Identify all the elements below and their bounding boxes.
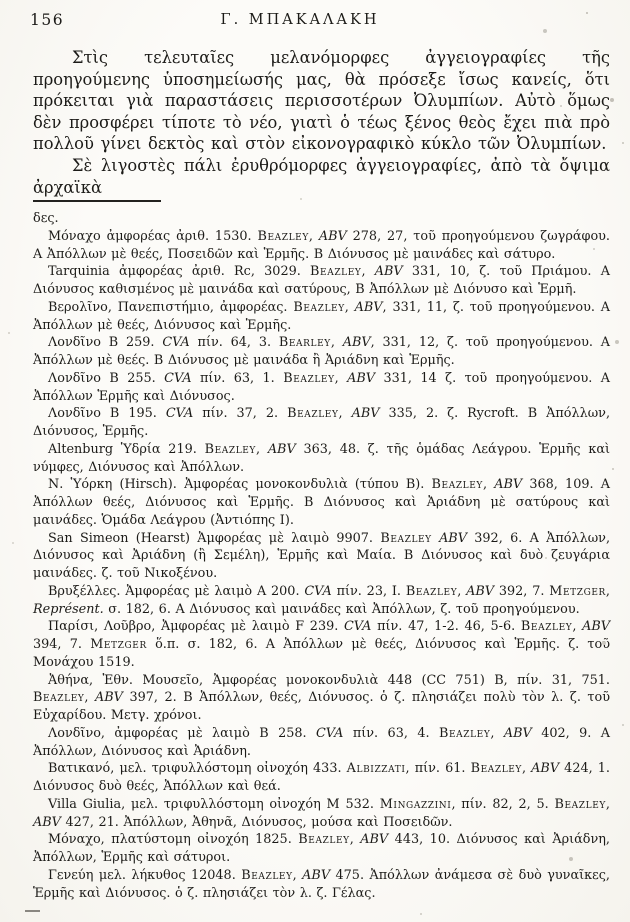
- footnote-entry: [33, 405, 610, 441]
- text-run: Ν. Ὑόρκη (Hirsch). Ἀμφορέας μονοκονδυλιὰ (τύπου Β).: [48, 477, 432, 493]
- author-name: Albizzati: [346, 761, 406, 777]
- footnote-entries: [33, 228, 610, 903]
- work-title: ABV: [342, 335, 371, 351]
- text-run: [432, 531, 439, 546]
- text-run: Altenburg Ὑδρία 219.: [48, 441, 205, 457]
- text-run: 368, 109. Α Ἀπόλλων θεές, Διόνυσος καὶ Ἑρμῆς. Β Διόνυσος καὶ Ἀριάδνη μὲ σατύρους καὶ μαινάδες. Ὁμάδα Λεάγρου (Ἀντιόπης Ι).: [33, 477, 610, 528]
- text-run: , 331, 12, ζ. τοῦ προηγούμενου. Α Ἀπόλλων μὲ θεές. Β Διόνυσος μὲ μαινάδα ἢ Ἀριάδνη καὶ Ἑρμῆς.: [33, 335, 611, 368]
- work-title: ABV: [302, 867, 331, 883]
- work-title: ABV: [360, 832, 389, 848]
- footnote-entry: [33, 334, 610, 370]
- text-run: ,: [308, 228, 319, 244]
- text-run: 331, 14 ζ. τοῦ προηγούμενου. Α Ἀπόλλων Ἑρμῆς καὶ Διόνυσος.: [33, 370, 611, 404]
- footnote-entry: [33, 867, 610, 903]
- footnote-entry: [33, 228, 610, 264]
- text-run: 397, 2. Β Ἀπόλλων, θεές, Διόνυσος. ὁ ζ. πλησιάζει πολὺ τὸν λ. ζ. τοῦ Εὐχαρίδου. Μετγ. χρόνοι.: [33, 690, 610, 723]
- text-run: Λονδῖνο Β 259.: [48, 335, 163, 351]
- footnote-entry: [33, 583, 610, 619]
- text-run: 392, 7.: [494, 583, 550, 599]
- author-name: Beazley: [283, 370, 335, 386]
- work-title: ABV: [374, 264, 403, 280]
- work-title: ABV: [33, 814, 61, 830]
- text-run: 394, 7.: [33, 637, 91, 652]
- text-run: Villa Giulia, μελ. τριφυλλόστομη οἰνοχόη Μ 532.: [48, 796, 380, 812]
- text-run: ,: [605, 583, 610, 599]
- text-run: 335, 2. ζ. Rycroft. Β Ἀπόλλων, Διόνυσος, Ἑρμῆς.: [33, 406, 611, 439]
- body-paragraph: Σὲ λιγοστὲς πάλι ἐρυθρόμορφες ἀγγειογραφίες, ἀπὸ τὰ ὄψιμα ἀρχαϊκὰ: [33, 155, 610, 197]
- text-run: ,: [334, 370, 348, 386]
- work-title: ABV: [351, 406, 380, 422]
- text-run: 402, 9. Α Ἀπόλλων, Διόνυσος καὶ Ἀριάδνη.: [33, 725, 611, 759]
- text-run: ,: [292, 867, 303, 883]
- footnote-entry: [33, 530, 610, 583]
- work-title: Représent.: [33, 601, 104, 617]
- author-name: Metzger: [90, 637, 147, 652]
- text-run: 424, 1. Διόνυσος δυὸ θεές, Ἀπόλλων καὶ θεά.: [33, 761, 610, 794]
- text-run: Ἀθήνα, Ἐθν. Μουσεῖο, Ἀμφορέας μονοκονδυλιὰ 448 (CC 751) Β, πίν. 31, 751.: [48, 672, 610, 688]
- author-name: Beazley: [405, 583, 458, 599]
- work-title: ABV: [531, 761, 560, 777]
- footnote-entry: [33, 796, 610, 832]
- work-title: CVA: [165, 406, 194, 422]
- text-run: ὅ.π. σ. 182, 6. Α Ἀπόλλων μὲ θεές, Διόνυσος καὶ Ἑρμῆς. ζ. τοῦ Μονάχου 1519.: [33, 637, 610, 670]
- text-run: 443, 10. Διόνυσος καὶ Ἀριάδνη, Ἀπόλλων, Ἑρμῆς καὶ σάτυροι.: [33, 832, 610, 865]
- footnotes: [33, 210, 610, 902]
- text-run: Μόναχο, πλατύστομη οἰνοχόη 1825.: [48, 832, 299, 848]
- text-run: Λονδῖνο Β 195.: [48, 406, 166, 422]
- author-name: Beazley: [438, 725, 491, 741]
- work-title: ABV: [318, 228, 347, 244]
- author-name: Beazley: [241, 867, 293, 883]
- footnote-entry: [33, 263, 610, 299]
- author-name: Beazley: [554, 796, 606, 812]
- author-name: Beazley: [33, 690, 85, 706]
- author-name: Mingazzini: [379, 796, 452, 812]
- page-header: [30, 11, 610, 33]
- work-title: CVA: [304, 583, 332, 599]
- work-title: CVA: [164, 370, 192, 386]
- text-run: Παρίσι, Λοῦβρο, Ἀμφορέας μὲ λαιμὸ F 239.: [48, 619, 344, 635]
- text-run: ,: [482, 477, 495, 493]
- text-run: ,: [457, 583, 467, 599]
- text-run: ,: [344, 299, 355, 315]
- text-run: πίν. 37, 2.: [193, 406, 288, 422]
- text-run: ,: [330, 335, 343, 351]
- text-run: σ. 182, 6. Α Διόνυσος καὶ μαινάδες καὶ Ἀπόλλων, ζ. τοῦ προηγούμενου.: [103, 601, 580, 617]
- author-name: Beazley: [293, 299, 345, 315]
- author-name: Beazley: [380, 530, 432, 546]
- text-run: Λονδῖνο Β 255.: [48, 370, 165, 386]
- text-run: Βερολῖνο, Πανεπιστήμιο, ἀμφορέας.: [48, 299, 294, 315]
- text-run: ,: [255, 441, 268, 457]
- text-run: πίν. 63, 1.: [191, 370, 284, 386]
- work-title: CVA: [162, 335, 190, 351]
- scan-mark: [25, 910, 40, 912]
- author-name: Beazley: [431, 477, 483, 493]
- work-title: ABV: [354, 299, 383, 315]
- footnote-entry: [33, 831, 610, 867]
- work-title: ABV: [503, 725, 532, 741]
- text-run: Tarquinia ἀμφορέας ἀριθ. Rc, 3029.: [48, 264, 311, 280]
- author-name: Beazley: [287, 406, 339, 422]
- footnote-entry: [33, 672, 610, 725]
- author-name: Beazley: [257, 228, 309, 244]
- text-run: 331, 10, ζ. τοῦ Πριάμου. Α Διόνυσος καθισμένος μὲ μαινάδα καὶ σατύρους, Β Ἀπόλλων μὲ Διόνυσο καὶ Ἑρμῆ.: [33, 264, 610, 297]
- footnote-entry: [33, 618, 610, 671]
- footnote-entry: [33, 725, 610, 761]
- work-title: ABV: [494, 477, 523, 493]
- text-run: Λονδῖνο, ἀμφορέας μὲ λαιμὸ Β 258.: [48, 725, 317, 741]
- work-title: ABV: [582, 619, 610, 635]
- text-run: , 331, 11, ζ. τοῦ προηγούμενου. Α Ἀπόλλων μὲ θεές, Διόνυσος καὶ Ἑρμῆς.: [33, 299, 610, 333]
- footnote-entry: [33, 370, 610, 406]
- text-run: ,: [338, 406, 352, 422]
- text-run: 363, 48. ζ. τῆς ὁμάδας Λεάγρου. Ἑρμῆς καὶ νύμφες, Διόνυσος καὶ Ἀπόλλων.: [33, 441, 610, 475]
- work-title: ABV: [439, 530, 467, 546]
- text-run: Μόναχο ἀμφορέας ἀριθ. 1530.: [48, 228, 258, 244]
- text-run: πίν. 23, Ι.: [331, 583, 406, 599]
- author-name: Beazley: [520, 619, 573, 635]
- text-run: ,: [84, 690, 96, 706]
- footnote-entry: [33, 476, 610, 529]
- text-run: πίν. 64, 3.: [189, 335, 279, 351]
- author-name: Beazley: [298, 832, 350, 848]
- author-name: Beazley: [310, 264, 362, 280]
- footnote-entry: [33, 299, 610, 335]
- text-run: ,: [349, 832, 361, 848]
- text-run: Βατικανό, μελ. τριφυλλόστομη οἰνοχόη 433.: [48, 761, 347, 777]
- body-text: [33, 47, 610, 198]
- scan-specks: [0, 0, 2, 2]
- running-title: Γ. ΜΠΑΚΑΛΑΚΗ: [220, 12, 380, 28]
- text-run: ,: [605, 796, 610, 812]
- footnote-separator: [33, 200, 161, 202]
- text-run: ,: [572, 619, 583, 635]
- text-run: Γενεύη μελ. λήκυθος 12048.: [48, 867, 242, 883]
- author-name: Bearley: [278, 335, 331, 351]
- page-number: 156: [30, 11, 65, 29]
- work-title: ABV: [95, 690, 123, 706]
- text-run: , πίν. 61.: [405, 761, 471, 777]
- text-run: 427, 21. Ἀπόλλων, Ἀθηνᾶ, Διόνυσος, μούσα καὶ Ποσειδῶν.: [60, 814, 453, 830]
- work-title: ABV: [347, 370, 376, 386]
- text-run: San Simeon (Hearst) Ἀμφορέας μὲ λαιμὸ 9907.: [48, 530, 381, 546]
- text-run: πίν. 47, 1-2. 46, 5-6.: [371, 619, 521, 635]
- author-name: Metzger: [549, 583, 606, 599]
- footnote-entry: [33, 760, 610, 796]
- work-title: ABV: [267, 441, 296, 457]
- text-run: πίν. 63, 4.: [343, 725, 439, 741]
- text-run: 278, 27, τοῦ προηγούμενου ζωγράφου. Α Ἀπόλλων μὲ θεές, Ποσειδῶν καὶ Ἑρμῆς. Β Διόνυσος μὲ μαινάδες καὶ σάτυρο.: [33, 228, 610, 262]
- text-run: Βρυξέλλες. Ἀμφορέας μὲ λαιμὸ Α 200.: [48, 583, 305, 599]
- text-run: , πίν. 82, 2, 5.: [451, 796, 555, 812]
- author-name: Beazley: [204, 441, 256, 457]
- work-title: ABV: [466, 583, 495, 599]
- text-run: ,: [521, 761, 532, 777]
- text-run: ,: [361, 264, 375, 280]
- text-run: ,: [490, 725, 504, 741]
- work-title: CVA: [316, 725, 344, 741]
- footnote-entry: [33, 441, 610, 477]
- body-paragraph: Στὶς τελευταῖες μελανόμορφες ἀγγειογραφίες τῆς προηγούμενης ὑποσημείωσής μας, θὰ πρόσεξε ἴσως κανείς, ὅτι πρόκειται γιὰ παραστάσεις περισσοτέρων Ὀλυμπίων. Αὐτὸ ὅμως δὲν προσφέρει τίποτε τὸ νέο, γιατὶ ὁ τέως ξένος θεὸς ἔχει πιὰ πρὸ πολλοῦ γίνει δεκτὸς καὶ στὸν εἰκονογραφικὸ κύκλο τῶν Ὀλυμπίων.: [33, 48, 610, 154]
- text-run: 475. Ἀπόλλων ἀνάμεσα σὲ δυὸ γυναῖκες, Ἑρμῆς καὶ Διόνυσος. ὁ ζ. πλησιάζει τὸν λ. ζ. Γέλας.: [33, 867, 610, 901]
- footnote-continuation: δες.: [33, 211, 59, 226]
- text-run: 392, 6. Α Ἀπόλλων, Διόνυσος καὶ Ἀριάδνη (ἢ Σεμέλη), Ἑρμῆς καὶ Μαία. Β Διόνυσος καὶ δυὸ ζευγάρια μαινάδες. ζ. τοῦ Νικοξένου.: [33, 530, 611, 581]
- author-name: Beazley: [470, 761, 522, 777]
- work-title: CVA: [344, 619, 372, 635]
